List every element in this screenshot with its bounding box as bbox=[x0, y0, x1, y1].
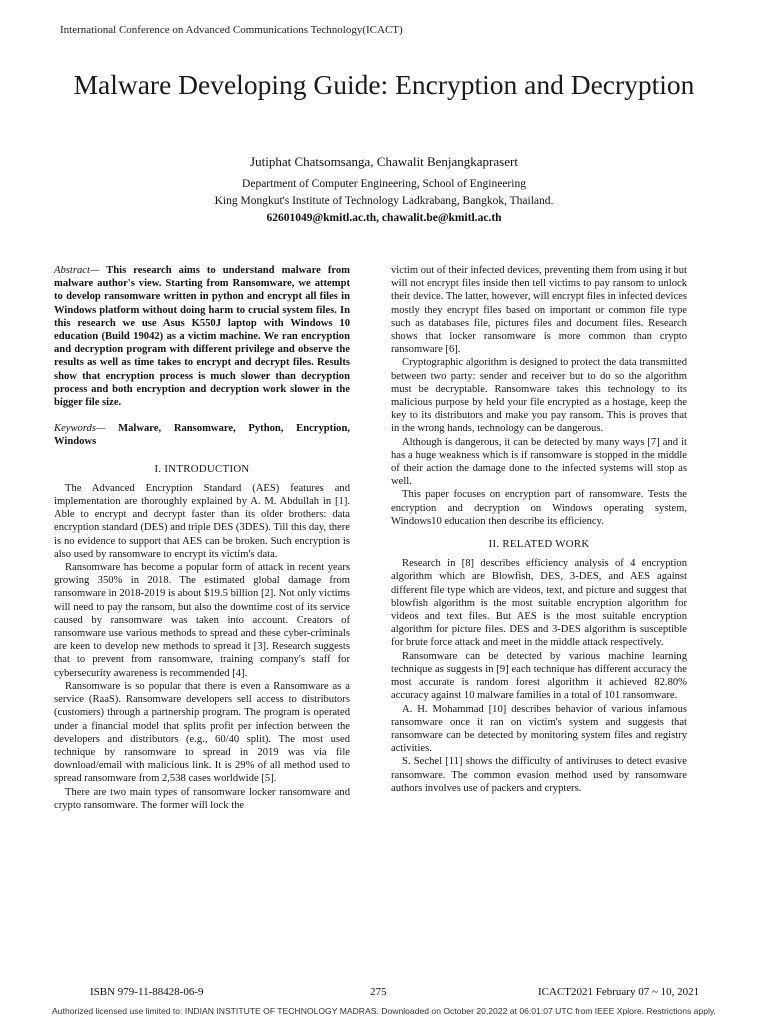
section-heading-introduction: I. INTRODUCTION bbox=[154, 462, 250, 475]
intro-paragraph-4: There are two main types of ransomware locker ransomware and crypto ransomware. The former will lock the bbox=[54, 786, 350, 811]
related-paragraph-1: Research in [8] describes efficiency analysis of 4 encryption algorithm which are Blowfish, DES, 3-DES, and AES against different file type which are videos, text, and picture and suggest that blowfish algorithm is the most suitable encryption algorithm for videos and text files. But AES is the most suitable encryption algorithm for picture files. DES and 3-DES algorithm is susceptible for brute force attack and meet in the middle attack respectively. bbox=[391, 558, 687, 649]
left-column bbox=[54, 264, 350, 812]
section-heading-related-work: II. RELATED WORK bbox=[488, 538, 590, 551]
footer-isbn: ISBN 979-11-88428-06-9 bbox=[90, 986, 204, 998]
intro-paragraph-2: Ransomware has become a popular form of attack in recent years growing 350% in 2018. The estimated global damage from ransomware in 2018-2019 is about $19.5 billion [2]. Not only victims will need to pay the ransom, but also the downtime cost of its service caused by ransomware was taken into account. Creators of ransomware use various methods to spread and these cyber-criminals are keen to develop new methods to spread it [3]. Research suggests that to prevent from ransomware, training company's staff for cybersecurity awareness is recommended [4]. bbox=[54, 562, 350, 679]
paper-title: Malware Developing Guide: Encryption and Decryption bbox=[73, 69, 695, 100]
intro-paragraph-8: This paper focuses on encryption part of ransomware. Tests the encryption and decryption on Windows operating system, Windows10 education then describe its efficiency. bbox=[391, 489, 687, 527]
affiliation-department: Department of Computer Engineering, School of Engineering bbox=[242, 178, 526, 190]
related-paragraph-4: S. Sechel [11] shows the difficulty of antiviruses to detect evasive ransomware. The common evasion method used by ransomware authors involves use of packers and crypters. bbox=[391, 756, 687, 794]
right-column bbox=[391, 264, 687, 795]
keywords-lead: Keywords— bbox=[54, 423, 106, 435]
related-paragraph-2: Ransomware can be detected by various machine learning technique as suggests in [9] each technique has different accuracy the most accurate is random forest algorithm it achieved 82.80% accuracy against 10 malware families in a total of 101 ransomware. bbox=[391, 650, 687, 702]
affiliation-institute: King Mongkut's Institute of Technology Ladkrabang, Bangkok, Thailand. bbox=[214, 195, 554, 207]
license-notice: Authorized licensed use limited to: INDIAN INSTITUTE OF TECHNOLOGY MADRAS. Downloaded on October 20,2022 at 06:01:07 UTC from IEEE Xplore. Restrictions apply. bbox=[52, 1006, 716, 1016]
related-paragraph-3: A. H. Mohammad [10] describes behavior of various infamous ransomware once it ran on victim's system and suggests that ransomware can be detected by monitoring system files and registry activities. bbox=[391, 703, 687, 755]
footer-conference-date: ICACT2021 February 07 ~ 10, 2021 bbox=[538, 986, 700, 998]
intro-paragraph-3: Ransomware is so popular that there is even a Ransomware as a service (RaaS). Ransomware developers sell access to distributors (customers) through a partnership program. The program is operated under a financial model that splits profit per infection between the developers and distributors (e.g., 60/40 split). The most used technique by ransomware to spread in 2019 was via file download/email with malicious link. It is 29% of all method used to spread ransomware from 2,538 cases worldwide [5]. bbox=[54, 680, 350, 785]
running-header: International Conference on Advanced Communications Technology(ICACT) bbox=[60, 24, 403, 36]
intro-paragraph-1: The Advanced Encryption Standard (AES) features and implementation are thoroughly explained by A. M. Abdullah in [1]. Able to encrypt and decrypt faster than its older brothers: data encryption standard (DES) and triple DES (3DES). Till this day, there is no evidence to support that AES can be broken. Such encryption is also used by ransomware to encrypt its victim's data. bbox=[54, 482, 350, 560]
abstract bbox=[54, 264, 350, 409]
page-number: 275 bbox=[370, 986, 387, 998]
keywords-text: Malware, Ransomware, Python, Encryption, Windows bbox=[54, 423, 350, 448]
intro-paragraph-6: Cryptographic algorithm is designed to protect the data transmitted between two party: sender and receiver but to do so the algorithm must be decryptable. Ransomware takes this technology to its malicious purpose by held your file encrypted as a hostage, keep the key to its distributors and make you pay ransom. This is proves that in the wrong hands, technology can be dangerous. bbox=[391, 357, 687, 435]
intro-paragraph-5: victim out of their infected devices, preventing them from using it but will not encrypt files inside then tell victims to pay ransom to unlock their device. The latter, however, will encrypt files in infected devices mostly they encrypt files based on important or common file type such as databases file, pictures files and document files. Research shows that locker ransomware is more common than crypto ransomware [6]. bbox=[391, 265, 687, 356]
author-emails: 62601049@kmitl.ac.th, chawalit.be@kmitl.ac.th bbox=[266, 212, 502, 224]
author-list: Jutiphat Chatsomsanga, Chawalit Benjangkaprasert bbox=[250, 154, 518, 169]
abstract-text: This research aims to understand malware from malware author's view. Starting from Ransomware, we attempt to develop ransomware written in python and encrypt all files in Windows platform without doing harm to crucial system files. In this research we use Asus K550J laptop with Windows 10 education (Build 19042) as a victim machine. We ran encryption and decryption program with different privilege and observe the results as well as time takes to encrypt and decrypt files. Results show that encryption process is much slower than decryption process and both encryption and decryption work slower in the bigger file size. bbox=[54, 265, 350, 409]
keywords bbox=[54, 422, 350, 448]
abstract-lead: Abstract— bbox=[54, 265, 100, 276]
intro-paragraph-7: Although is dangerous, it can be detected by many ways [7] and it has a huge weakness which is if ransomware is stopped in the middle of their action the damage done to the infected systems will stop as well. bbox=[391, 436, 687, 488]
